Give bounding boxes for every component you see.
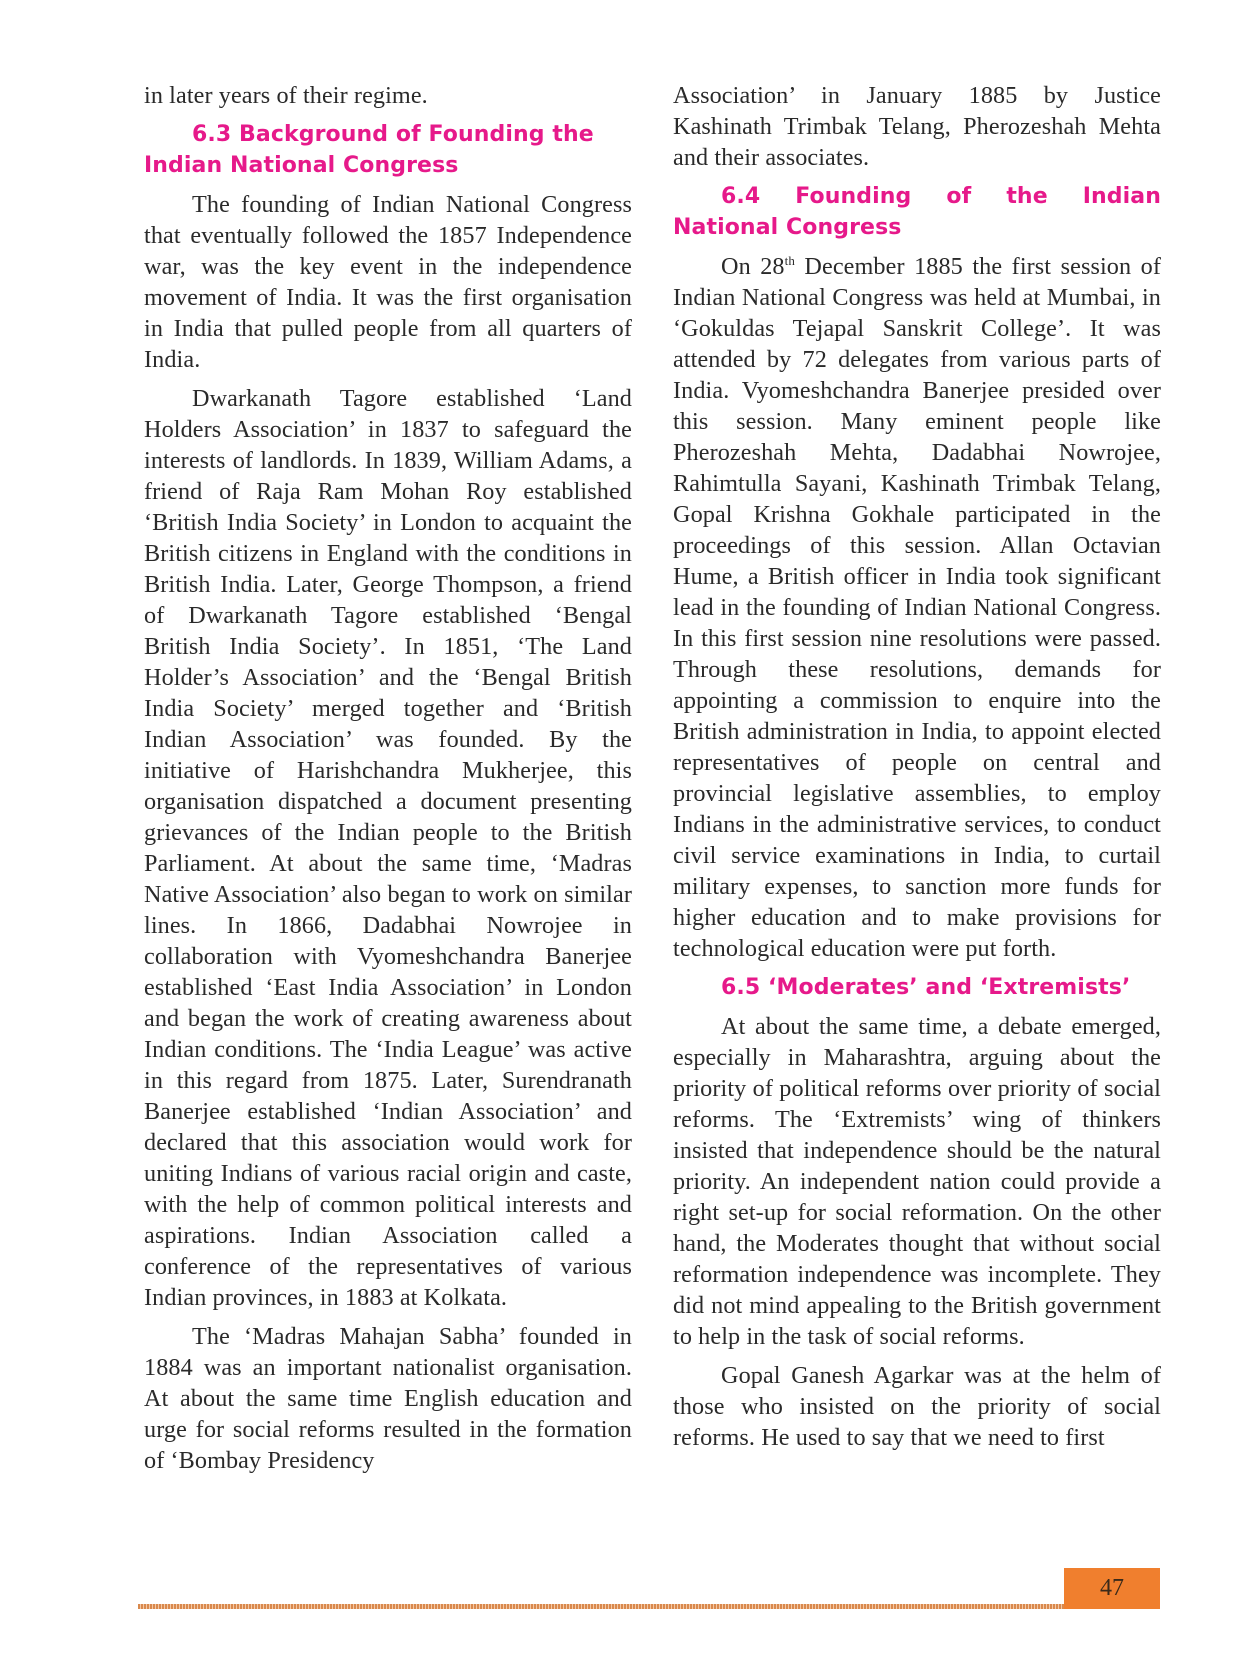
paragraph: in later years of their regime.	[144, 82, 428, 109]
paragraph: Dwarkanath Tagore established ‘Land Holders Association’ in 1837 to safeguard the interests of landlords. In 1839, William Adams, a friend of Raja Ram Mohan Roy established ‘British India Society’ in London to acquaint the British citizens in England with the conditions in British India. Later, George Thompson, a friend of Dwarkanath Tagore established ‘Bengal British India Society’. In 1851, ‘The Land Holder’s Association’ and the ‘Bengal British India Society’ merged together and ‘British Indian Association’ was founded. By the initiative of Harishchandra Mukherjee, this organisation dispatched a document presenting grievances of the Indian people to the British Parliament. At about the same time, ‘Madras Native Association’ also began to work on similar lines. In 1866, Dadabhai Nowrojee in collaboration with Vyomeshchandra Banerjee established ‘East India Association’ in London and began the work of creating awareness about Indian conditions. The ‘India League’ was active in this regard from 1875. Later, Surendranath Banerjee established ‘Indian Association’ and declared that this association would work for uniting Indians of various racial origin and caste, with the help of common political interests and aspirations. Indian Association called a conference of the representatives of various Indian provinces, in 1883 at Kolkata.	[144, 385, 632, 1311]
superscript: th	[784, 252, 795, 268]
section-heading-6-4: 6.4 Founding of the Indian National Congress	[673, 184, 1161, 240]
section-heading-6-3: 6.3 Background of Founding the Indian National Congress	[144, 122, 594, 178]
page-number: 47	[1064, 1568, 1160, 1609]
paragraph: At about the same time, a debate emerged, especially in Maharashtra, arguing about the priority of political reforms over priority of social reforms. The ‘Extremists’ wing of thinkers insisted that independence should be the natural priority. An independent nation could provide a right set-up for social reformation. On the other hand, the Moderates thought that without social reformation independence was incomplete. They did not mind appealing to the British government to help in the task of social reforms.	[673, 1013, 1161, 1350]
left-column	[144, 80, 632, 1484]
paragraph	[673, 251, 1161, 964]
paragraph: Gopal Ganesh Agarkar was at the helm of those who insisted on the priority of social reforms. He used to say that we need to first	[673, 1362, 1161, 1451]
paragraph: The founding of Indian National Congress that eventually followed the 1857 Independence war, was the key event in the independence movement of India. It was the first organisation in India that pulled people from all quarters of India.	[144, 191, 632, 373]
right-column	[673, 80, 1161, 1461]
text-span: December 1885 the first session of Indian National Congress was held at Mumbai, in ‘Gokuldas Tejapal Sanskrit College’. It was attended by 72 delegates from various parts of India. Vyomeshchandra Banerjee presided over this session. Many eminent people like Pherozeshah Mehta, Dadabhai Nowrojee, Rahimtulla Sayani, Kashinath Trimbak Telang, Gopal Krishna Gokhale participated in the proceedings of this session. Allan Octavian Hume, a British officer in India took significant lead in the founding of Indian National Congress. In this first session nine resolutions were passed. Through these resolutions, demands for appointing a commission to enquire into the British administration in India, to appoint elected representatives of people on central and provincial legislative assemblies, to employ Indians in the administrative services, to conduct civil service examinations in India, to curtail military expenses, to sanction more funds for higher education and to make provisions for technological education were put forth.	[673, 253, 1162, 962]
paragraph: The ‘Madras Mahajan Sabha’ founded in 1884 was an important nationalist organisation. At about the same time English education and urge for social reforms resulted in the formation of ‘Bombay Presidency	[144, 1323, 632, 1474]
paragraph: Association’ in January 1885 by Justice Kashinath Trimbak Telang, Pherozeshah Mehta and their associates.	[673, 82, 1161, 171]
text-span: On 28	[721, 253, 785, 280]
footer-divider	[138, 1604, 1064, 1609]
section-heading-6-5: 6.5 ‘Moderates’ and ‘Extremists’	[721, 975, 1131, 1000]
